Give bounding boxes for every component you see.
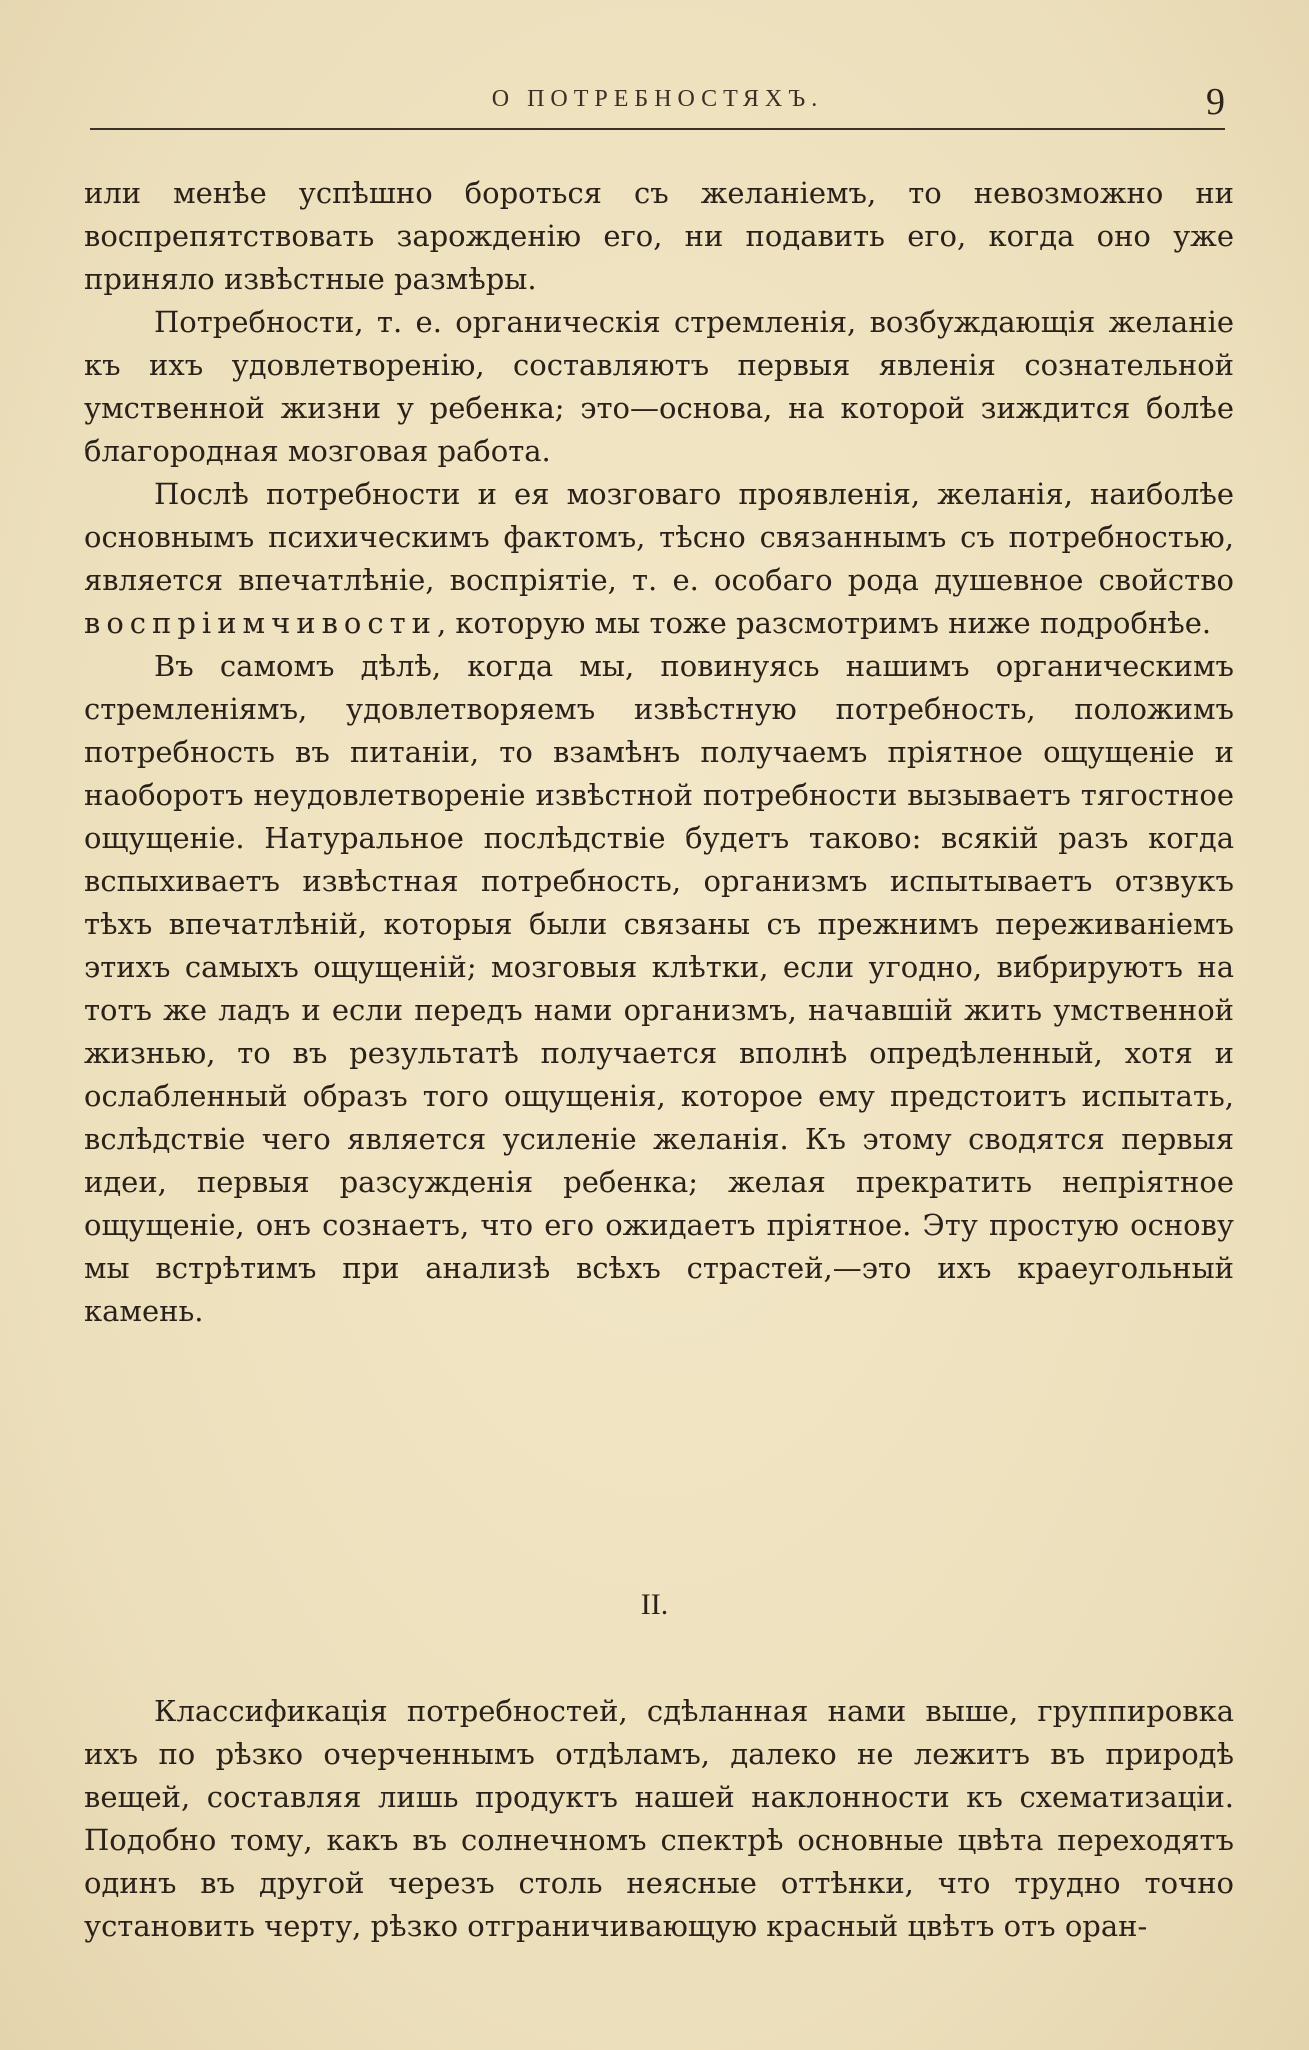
spaced-emphasis: воспріимчивости xyxy=(84,606,437,640)
paragraph-3 xyxy=(84,473,1234,645)
section-2-body xyxy=(84,1690,1234,1948)
paragraph-1: или менѣе успѣшно бороться съ желаніемъ, то невозможно ни воспрепятствовать зарожденію его, ни подавить его, когда оно уже приняло извѣстные размѣры. xyxy=(84,176,1234,296)
running-head: О ПОТРЕБНОСТЯХЪ. xyxy=(491,86,824,112)
paragraph-4: Въ самомъ дѣлѣ, когда мы, повинуясь нашимъ органическимъ стремленіямъ, удовлетворяемъ извѣстную потребность, положимъ потребность въ питаніи, то взамѣнъ получаемъ пріятное ощущеніе и наоборотъ неудовлетвореніе извѣстной потребности вызываетъ тягостное ощущеніе. Натуральное послѣдствіе будетъ таково: всякій разъ когда вспыхиваетъ извѣстная потребность, организмъ испытываетъ отзвукъ тѣхъ впечатлѣній, которыя были связаны съ прежнимъ переживаніемъ этихъ самыхъ ощущеній; мозговыя клѣтки, если угодно, вибрируютъ на тотъ же ладъ и если передъ нами организмъ, начавшій жить умственной жизнью, то въ результатѣ получается вполнѣ опредѣленный, хотя и ослабленный образъ того ощущенія, которое ему предстоитъ испытать, вслѣдствіе чего является усиленіе желанія. Къ этому сводятся первыя идеи, первыя разсужденія ребенка; желая прекратить непріятное ощущеніе, онъ сознаетъ, что его ожидаетъ пріятное. Эту простую основу мы встрѣтимъ при анализѣ всѣхъ страстей,—это ихъ краеугольный камень. xyxy=(84,649,1234,1328)
header-rule xyxy=(90,128,1225,130)
paragraph-2: Потребности, т. е. органическія стремленія, возбуждающія желаніе къ ихъ удовлетворенію, составляютъ первыя явленія сознательной умственной жизни у ребенка; это—основа, на которой зиждится болѣе благородная мозговая работа. xyxy=(84,305,1234,468)
page-number: 9 xyxy=(1206,81,1225,123)
page-header xyxy=(90,80,1225,130)
paragraph-3-text-a: Послѣ потребности и ея мозговаго проявленія, желанія, наиболѣе основнымъ психическимъ фактомъ, тѣсно связаннымъ съ потребностью, является впечатлѣніе, воспріятіе, т. е. особаго рода душевное свойство xyxy=(84,477,1234,597)
paragraph-3-text-c: , которую мы тоже разсмотримъ ниже подробнѣе. xyxy=(436,606,1212,640)
paragraph-5: Классификація потребностей, сдѣланная нами выше, группировка ихъ по рѣзко очерченнымъ отдѣламъ, далеко не лежитъ въ природѣ вещей, составляя лишь продуктъ нашей наклонности къ схематизаціи. Подобно тому, какъ въ солнечномъ спектрѣ основные цвѣта переходятъ одинъ въ другой черезъ столь неясные оттѣнки, что трудно точно установить черту, рѣзко отграничивающую красный цвѣтъ отъ оран- xyxy=(84,1694,1234,1943)
section-1-body xyxy=(84,172,1234,1333)
section-heading: II. xyxy=(640,1588,669,1621)
